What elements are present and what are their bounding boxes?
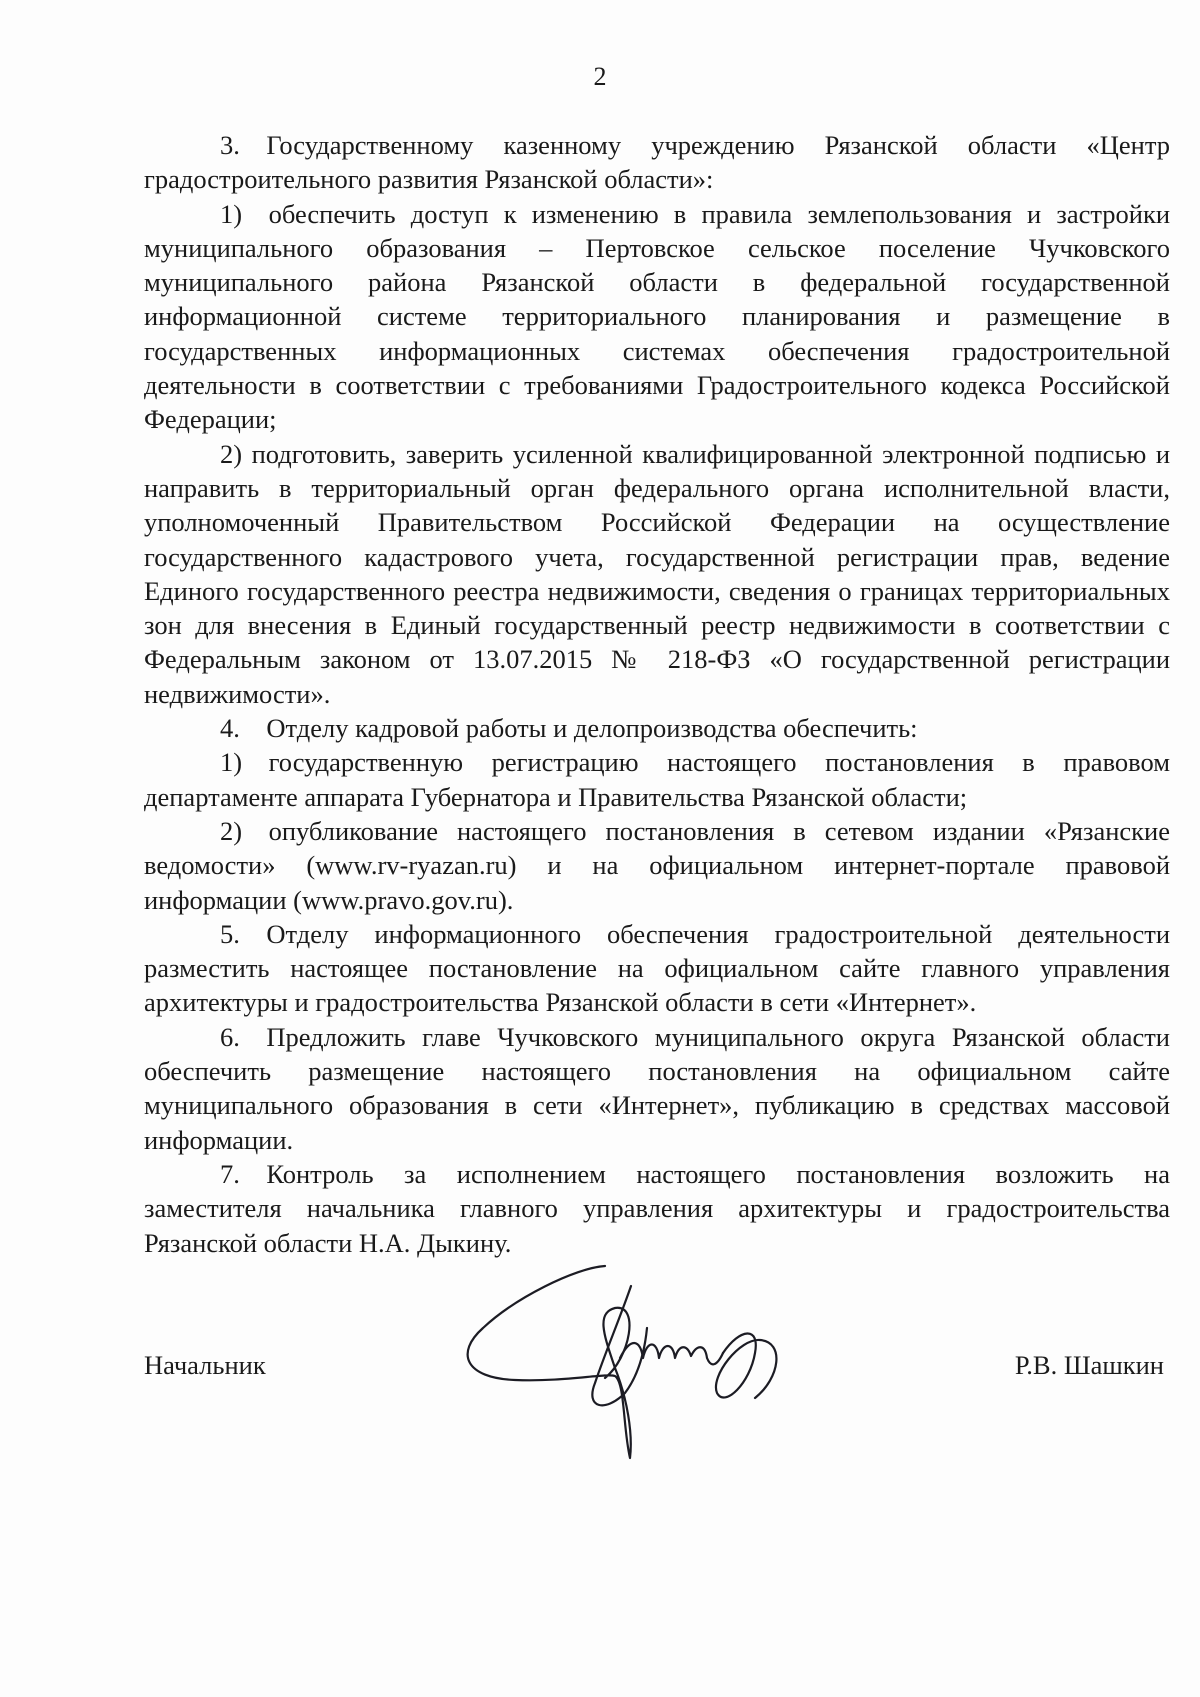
signature-block — [144, 1350, 1170, 1390]
paragraph-6: 6. Предложить главе Чучковского муниципального округа Рязанской области обеспечить размещение настоящего постановления на официальном сайте муниципального образования в сети «Интернет», публикацию в средствах массовой информации. — [144, 1021, 1170, 1155]
paragraph-4-2: 2) опубликование настоящего постановления в сетевом издании «Рязанские ведомости» (www.rv-ryazan.ru) и на официальном интернет-портале правовой информации (www.pravo.gov.ru). — [144, 815, 1170, 915]
paragraph-4-1: 1) государственную регистрацию настоящего постановления в правовом департаменте аппарата Губернатора и Правительства Рязанской области; — [144, 747, 1170, 812]
paragraph-3-1: 1) обеспечить доступ к изменению в правила землепользования и застройки муниципального образования – Пертовское сельское поселение Чучковского муниципального района Рязанской области в федеральной государственной информационной системе территориального планирования и размещение в государственных информационных системах обеспечения градостроительной деятельности в соответствии с требованиями Градостроительного кодекса Российской Федерации; — [144, 198, 1170, 435]
signatory-name: Р.В. Шашкин — [1014, 1350, 1164, 1380]
paragraph-3-2: 2) подготовить, заверить усиленной квалифицированной электронной подписью и направить в территориальный орган федерального органа исполнительной власти, уполномоченный Правительством Российской Федерации на осуществление государственного кадастрового учета, государственной регистрации прав, ведение Единого государственного реестра недвижимости, сведения о границах территориальных зон для внесения в Единый государственный реестр недвижимости в соответствии с Федеральным законом от 13.07.2015 № 218-ФЗ «О государственной регистрации недвижимости». — [144, 438, 1170, 709]
paragraph-3: 3. Государственному казенному учреждению Рязанской области «Центр градостроительного развития Рязанской области»: — [144, 130, 1170, 195]
paragraph-7: 7. Контроль за исполнением настоящего постановления возложить на заместителя начальника главного управления архитектуры и градостроительства Рязанской области Н.А. Дыкину. — [144, 1158, 1170, 1258]
signatory-title: Начальник — [144, 1350, 266, 1380]
paragraph-5: 5. Отделу информационного обеспечения градостроительной деятельности разместить настоящее постановление на официальном сайте главного управления архитектуры и градостроительства Рязанской области в сети «Интернет». — [144, 918, 1170, 1018]
document-body — [144, 128, 1170, 1260]
page-number: 2 — [593, 62, 607, 91]
paragraph-4: 4. Отделу кадровой работы и делопроизводства обеспечить: — [220, 713, 918, 744]
